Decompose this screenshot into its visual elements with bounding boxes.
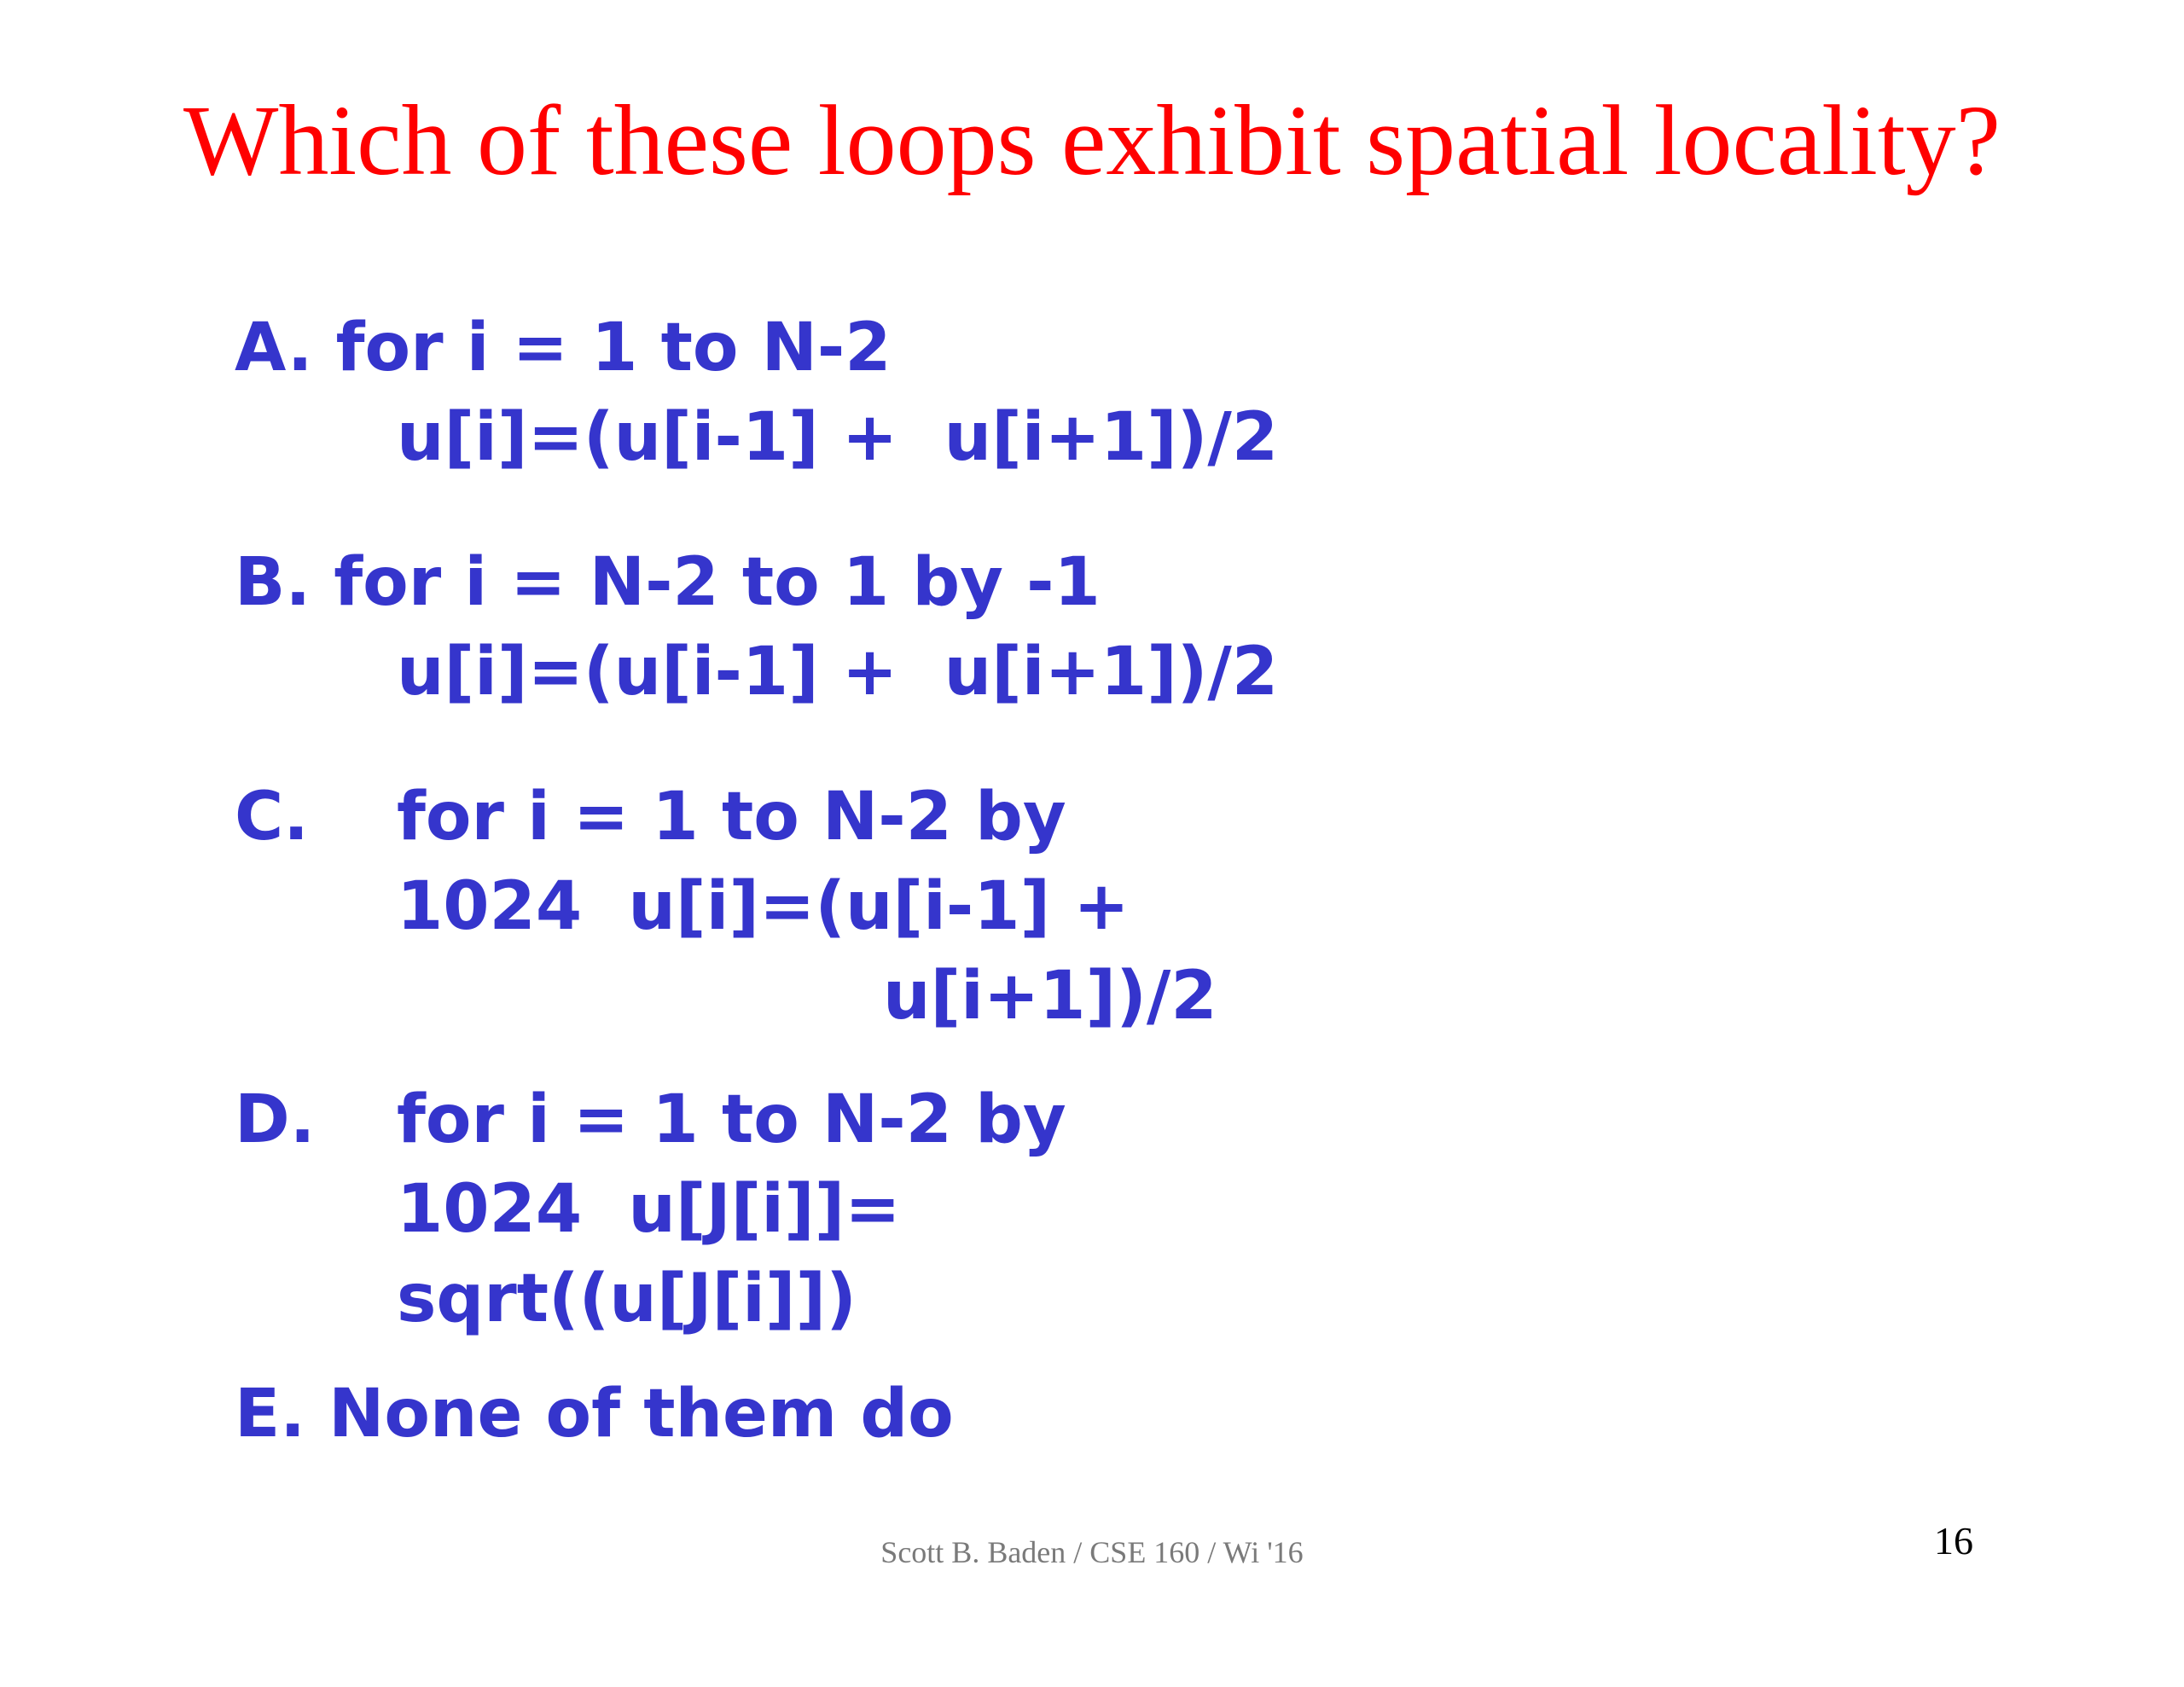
option-c-line-3: u[i+1])/2 [883, 958, 1217, 1035]
option-b-line-2: u[i]=(u[i-1] + u[i+1])/2 [397, 634, 1279, 710]
page-number: 16 [1934, 1519, 1973, 1562]
option-e-line-1: E. None of them do [235, 1376, 954, 1452]
slide-footer: Scott B. Baden / CSE 160 / Wi '16 [880, 1535, 1304, 1569]
option-a-line-1: A. for i = 1 to N-2 [235, 310, 892, 386]
option-d-line-3: sqrt((u[J[i]]) [397, 1261, 857, 1337]
option-c-line-2: 1024 u[i]=(u[i-1] + [397, 868, 1130, 945]
option-d-line-2: 1024 u[J[i]]= [397, 1171, 901, 1248]
option-c-line-1: for i = 1 to N-2 by [397, 779, 1066, 855]
option-d-label: D. [235, 1081, 316, 1158]
option-c-label: C. [235, 779, 309, 855]
option-b-line-1: B. for i = N-2 to 1 by -1 [235, 544, 1101, 621]
option-a-line-2: u[i]=(u[i-1] + u[i+1])/2 [397, 399, 1279, 476]
option-d-line-1: for i = 1 to N-2 by [397, 1081, 1066, 1158]
slide-title: Which of these loops exhibit spatial locality? [183, 84, 2001, 196]
